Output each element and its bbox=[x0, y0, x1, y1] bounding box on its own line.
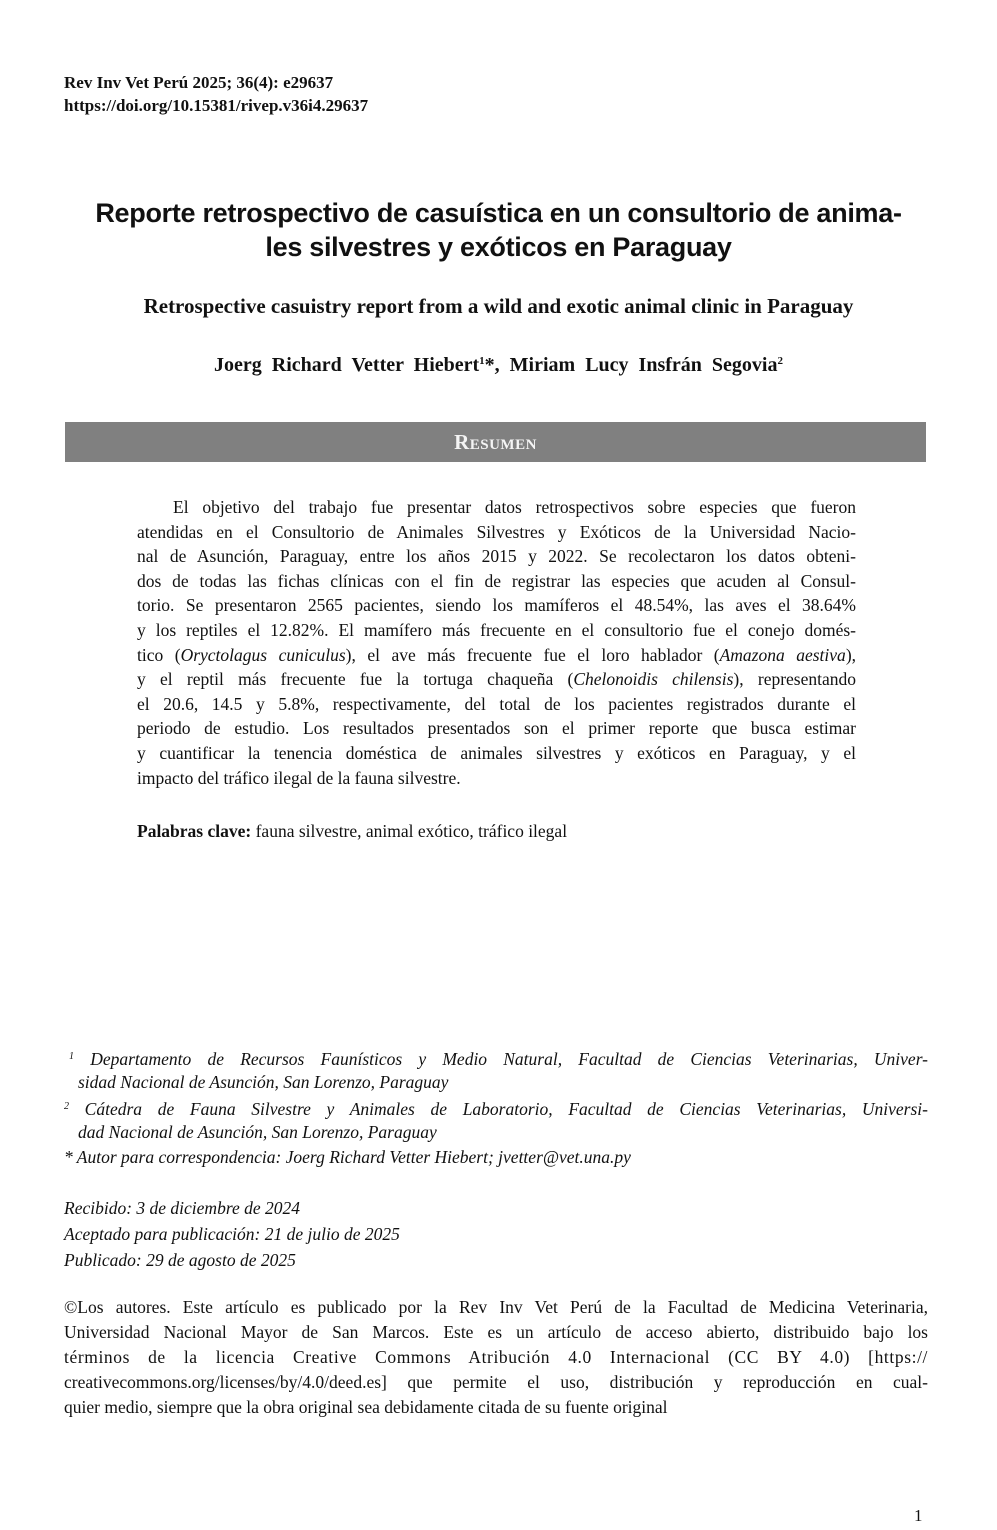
abstract-line: torio. Se presentaron 2565 pacientes, siendo los mamíferos el 48.54%, las aves el 38.64% bbox=[137, 595, 856, 616]
doi-link[interactable]: https://doi.org/10.15381/rivep.v36i4.29637 bbox=[64, 96, 369, 115]
license-line: quier medio, siempre que la obra original sea debidamente citada de su fuente original bbox=[64, 1397, 668, 1417]
species-name: Oryctolagus cuniculus bbox=[180, 644, 346, 665]
article-dates bbox=[64, 1195, 400, 1273]
corresponding-mark: *, bbox=[484, 354, 500, 376]
author-1: Joerg Richard Vetter Hiebert bbox=[214, 354, 480, 376]
license-line: términos de la licencia Creative Commons Atribución 4.0 Internacional (CC BY 4.0) [https:// bbox=[64, 1347, 928, 1367]
abstract-text: ), bbox=[845, 644, 857, 665]
affiliation-line bbox=[64, 1095, 928, 1120]
correspondence-text: * Autor para correspondencia: Joerg Richard Vetter Hiebert; jvetter@vet.una.py bbox=[64, 1147, 631, 1167]
abstract-text: ), representando bbox=[733, 669, 857, 690]
affiliation-line bbox=[64, 1045, 928, 1070]
abstract-text: tico ( bbox=[137, 644, 181, 665]
abstract-line: dos de todas las fichas clínicas con el fin de registrar las especies que acuden al Consul- bbox=[137, 570, 856, 591]
author-list bbox=[0, 347, 997, 379]
abstract-body bbox=[137, 495, 856, 790]
abstract-line: y cuantificar la tenencia doméstica de animales silvestres y exóticos en Paraguay, y el bbox=[137, 742, 856, 763]
species-name: Amazona aestiva bbox=[719, 644, 846, 665]
author-2: Miriam Lucy Insfrán Segovia bbox=[509, 354, 778, 376]
affiliation-1 bbox=[64, 1045, 928, 1094]
abstract-heading: Resumen bbox=[454, 429, 537, 454]
affiliation-line: dad Nacional de Asunción, San Lorenzo, Paraguay bbox=[78, 1121, 437, 1142]
abstract-line bbox=[137, 643, 856, 668]
abstract-line: y los reptiles el 12.82%. El mamífero más frecuente en el consultorio fue el conejo domés- bbox=[137, 619, 856, 640]
journal-citation: Rev Inv Vet Perú 2025; 36(4): e29637 bbox=[64, 73, 334, 92]
published-date: Publicado: 29 de agosto de 2025 bbox=[64, 1250, 296, 1270]
affiliation-mark: 1 bbox=[69, 1051, 74, 1062]
affiliation-text: Departamento de Recursos Faunísticos y Medio Natural, Facultad de Ciencias Veterinarias, Univer- bbox=[74, 1049, 928, 1069]
affiliation-mark: 2 bbox=[64, 1101, 69, 1112]
species-name: Chelonoidis chilensis bbox=[573, 669, 734, 690]
english-title: Retrospective casuistry report from a wild and exotic animal clinic in Paraguay bbox=[143, 294, 854, 318]
title-line-1: Reporte retrospectivo de casuística en un consultorio de anima- bbox=[95, 198, 902, 228]
abstract-line: periodo de estudio. Los resultados presentados son el primer reporte que busca estimar bbox=[137, 718, 856, 739]
keywords-label: Palabras clave: bbox=[137, 821, 252, 841]
abstract-line bbox=[137, 667, 856, 692]
abstract-line: El objetivo del trabajo fue presentar datos retrospectivos sobre especies que fueron bbox=[173, 497, 856, 517]
keywords-text: fauna silvestre, animal exótico, tráfico ilegal bbox=[251, 821, 568, 841]
received-date: Recibido: 3 de diciembre de 2024 bbox=[64, 1198, 301, 1218]
abstract-text: y el reptil más frecuente fue la tortuga chaqueña ( bbox=[137, 669, 574, 690]
keywords bbox=[137, 819, 567, 843]
license-notice bbox=[64, 1295, 928, 1420]
abstract-line: el 20.6, 14.5 y 5.8%, respectivamente, del total de los pacientes registrados durante el bbox=[137, 693, 856, 714]
affiliation-text: Cátedra de Fauna Silvestre y Animales de Laboratorio, Facultad de Ciencias Veterinarias, Universi- bbox=[69, 1099, 928, 1119]
license-line: ©Los autores. Este artículo es publicado por la Rev Inv Vet Perú de la Facultad de Medicina Veterinaria, bbox=[64, 1297, 928, 1317]
title-line-2: les silvestres y exóticos en Paraguay bbox=[265, 232, 732, 262]
abstract-line: atendidas en el Consultorio de Animales Silvestres y Exóticos de la Universidad Nacio- bbox=[137, 521, 856, 542]
affiliation-2 bbox=[64, 1095, 928, 1144]
abstract-line: impacto del tráfico ilegal de la fauna silvestre. bbox=[137, 767, 461, 788]
author-2-affiliation-mark: 2 bbox=[777, 355, 783, 367]
abstract-banner bbox=[65, 422, 926, 462]
abstract-text: ), el ave más frecuente fue el loro hablador ( bbox=[345, 644, 720, 665]
author-1-affiliation-mark: 1 bbox=[479, 355, 485, 367]
accepted-date: Aceptado para publicación: 21 de julio de 2025 bbox=[64, 1224, 400, 1244]
journal-header bbox=[64, 71, 368, 117]
license-line: Universidad Nacional Mayor de San Marcos. Este es un artículo de acceso abierto, distribuido bajo los bbox=[64, 1322, 928, 1342]
license-line: creativecommons.org/licenses/by/4.0/deed.es] que permite el uso, distribución y reproducción en cual- bbox=[64, 1372, 928, 1392]
correspondence-note bbox=[64, 1145, 928, 1170]
abstract-line: nal de Asunción, Paraguay, entre los años 2015 y 2022. Se recolectaron los datos obteni- bbox=[137, 546, 856, 567]
article-title bbox=[60, 196, 937, 264]
affiliation-line: sidad Nacional de Asunción, San Lorenzo, Paraguay bbox=[78, 1071, 449, 1092]
page-number: 1 bbox=[914, 1506, 923, 1525]
